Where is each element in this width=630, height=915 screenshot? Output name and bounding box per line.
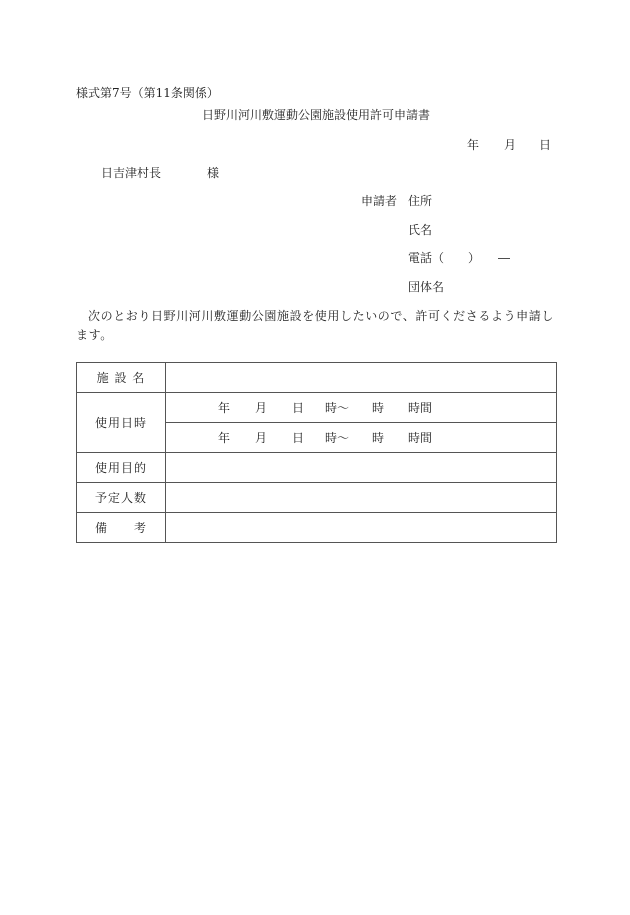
hours-label: 時間 — [408, 401, 433, 415]
hours-label: 時間 — [408, 431, 433, 445]
expected-headcount-label: 予定人数 — [77, 483, 166, 513]
applicant-label: 申請者 — [361, 194, 398, 208]
usage-datetime-label: 使用日時 — [77, 393, 166, 453]
facility-name-label: 施 設 名 — [77, 363, 166, 393]
date-month-label: 月 — [504, 138, 517, 152]
applicant-phone-field[interactable]: 電話（ ） ― — [408, 251, 511, 265]
usage-purpose-field[interactable] — [166, 453, 557, 483]
day-label: 日 — [292, 401, 305, 415]
usage-datetime-field-1[interactable] — [166, 393, 557, 423]
table-row-datetime-1 — [77, 393, 557, 423]
expected-headcount-field[interactable] — [166, 483, 557, 513]
addressee-name: 日吉津村長 — [101, 166, 162, 180]
date-day-label: 日 — [539, 138, 552, 152]
table-row-facility — [77, 363, 557, 393]
usage-datetime-field-2[interactable] — [166, 423, 557, 453]
date-year-label: 年 — [467, 138, 480, 152]
facility-name-field[interactable] — [166, 363, 557, 393]
applicant-group-field[interactable]: 団体名 — [408, 280, 445, 294]
day-label: 日 — [292, 431, 305, 445]
from-hour-label: 時～ — [325, 401, 350, 415]
request-statement: 次のとおり日野川河川敷運動公園施設を使用したいので、許可くださるよう申請します。 — [76, 309, 554, 342]
year-label: 年 — [218, 431, 231, 445]
table-row-purpose — [77, 453, 557, 483]
applicant-name-field[interactable]: 氏名 — [408, 223, 433, 237]
remarks-field[interactable] — [166, 513, 557, 543]
form-number: 様式第7号（第11条関係） — [76, 86, 219, 100]
month-label: 月 — [255, 431, 268, 445]
application-table — [76, 362, 557, 543]
applicant-address-field[interactable]: 住所 — [408, 194, 433, 208]
from-hour-label: 時～ — [325, 431, 350, 445]
document-title: 日野川河川敷運動公園施設使用許可申請書 — [202, 108, 431, 122]
year-label: 年 — [218, 401, 231, 415]
to-hour-label: 時 — [372, 431, 385, 445]
table-row-remarks — [77, 513, 557, 543]
addressee-honorific: 様 — [207, 166, 220, 180]
remarks-label: 備 考 — [77, 513, 166, 543]
month-label: 月 — [255, 401, 268, 415]
to-hour-label: 時 — [372, 401, 385, 415]
usage-purpose-label: 使用目的 — [77, 453, 166, 483]
table-row-headcount — [77, 483, 557, 513]
